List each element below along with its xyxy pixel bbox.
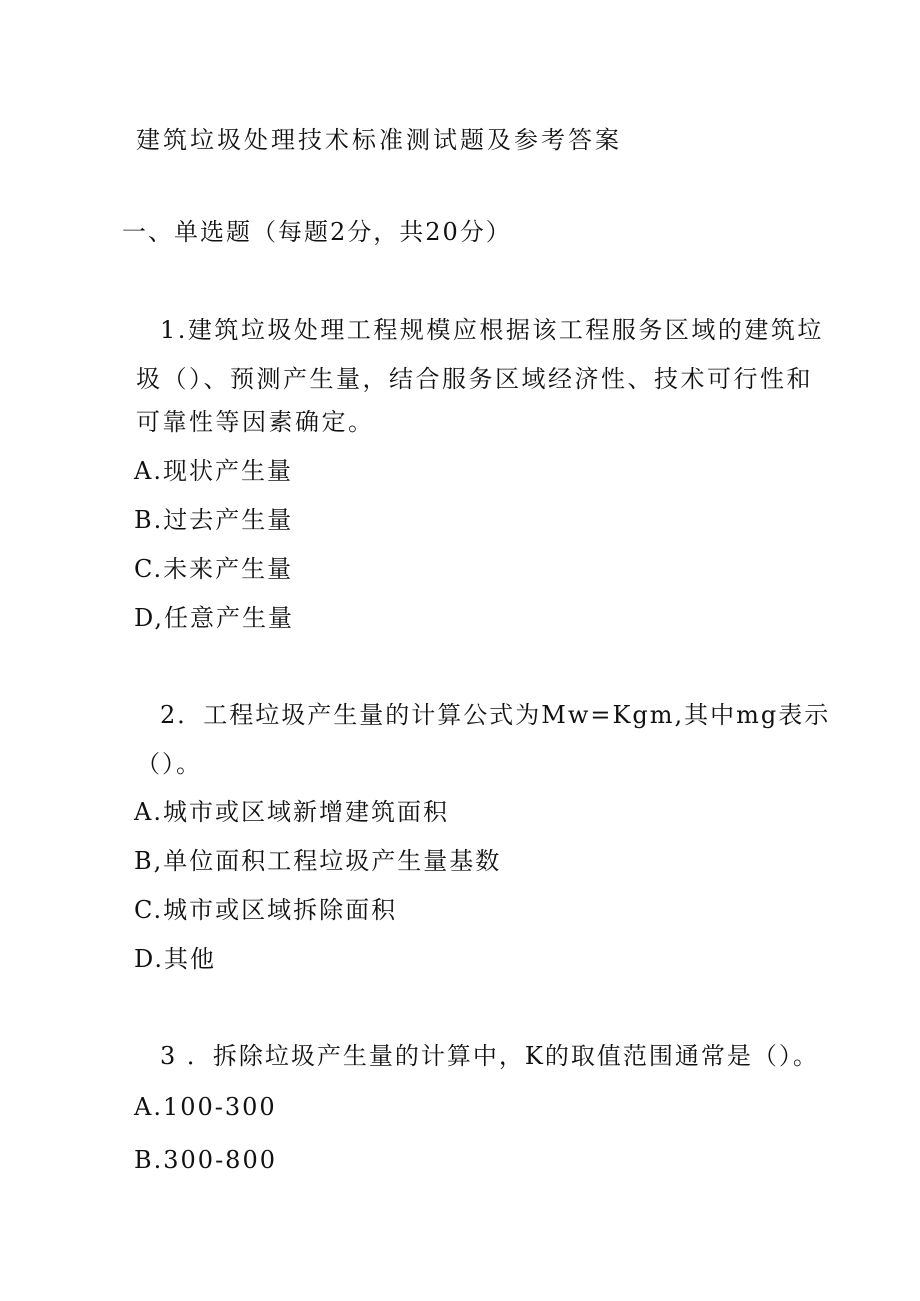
question-1-stem-line-1: 1.建筑垃圾处理工程规模应根据该工程服务区域的建筑垃: [160, 316, 824, 344]
question-2-option-a: A.城市或区域新增建筑面积: [134, 798, 449, 826]
document-title: 建筑垃圾处理技术标准测试题及参考答案: [136, 126, 622, 154]
question-2-option-d: D.其他: [134, 945, 217, 973]
question-3-option-a: A.100-300: [134, 1093, 277, 1121]
question-1-option-c: C.未来产生量: [134, 555, 294, 583]
question-3-option-b: B.300-800: [134, 1146, 277, 1174]
section-heading: 一、单选题（每题2分，共20分）: [122, 218, 512, 246]
question-1-option-a: A.现状产生量: [134, 457, 293, 485]
question-1-option-d: D,任意产生量: [134, 604, 295, 632]
question-2-stem-line-2: （）。: [136, 750, 202, 778]
question-1-stem-line-2: 圾（）、预测产生量，结合服务区域经济性、技术可行性和: [136, 365, 813, 393]
question-2-stem-line-1: 2．工程垃圾产生量的计算公式为Mw=Kgm,其中mg表示: [160, 701, 831, 729]
question-1-option-b: B.过去产生量: [134, 506, 294, 534]
question-2-option-c: C.城市或区域拆除面积: [134, 896, 398, 924]
question-1-stem-line-3: 可靠性等因素确定。: [136, 408, 375, 436]
question-2-option-b: B,单位面积工程垃圾产生量基数: [134, 847, 502, 875]
question-3-stem-line-1: 3 ．拆除垃圾产生量的计算中，K的取值范围通常是（）。: [160, 1042, 819, 1070]
